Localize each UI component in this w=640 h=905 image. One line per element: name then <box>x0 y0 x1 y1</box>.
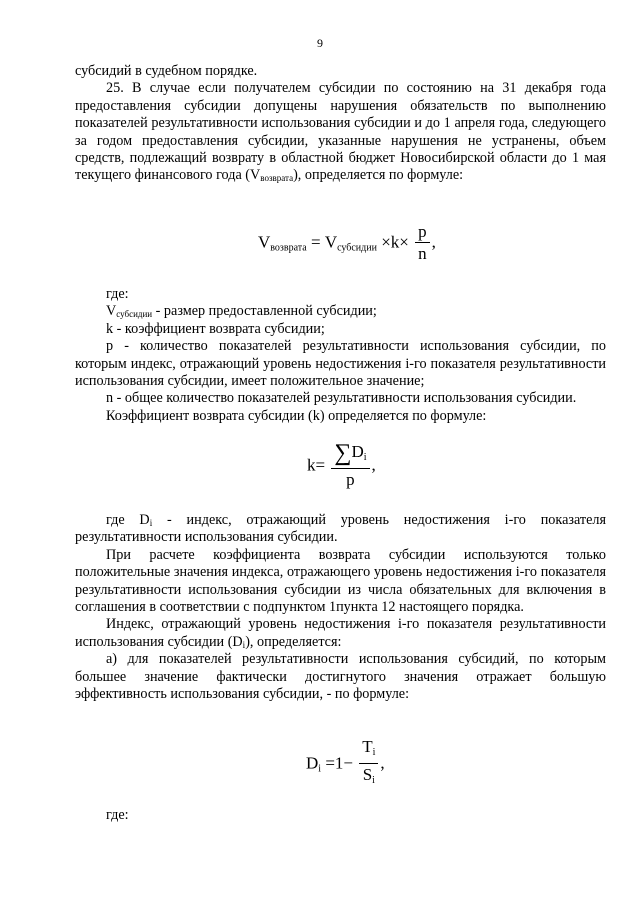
formula-d: Di =1− $\frac{Ti}{Si}$ , <box>306 737 385 792</box>
definition-v-subsidy: $V_{субсидии}$ - размер предоставленной субсидии; <box>106 303 377 320</box>
text-block-1 <box>75 63 606 185</box>
where-label-2: где: <box>106 807 129 823</box>
fraction-sum-d-p: $\frac{\sum Di}{p}$ <box>331 442 369 491</box>
paragraph-continuation: субсидий в судебном порядке. <box>75 63 258 79</box>
paragraph-index: Индекс, отражающий уровень недостижения i-го показателя результативности использования субсидии $(D_i)$, определяется: <box>75 616 606 650</box>
definition-k: k - коэффициент возврата субсидии; <box>106 320 325 337</box>
fraction-p-n: $\frac{p}{n}$ <box>415 222 430 265</box>
definition-p: p - количество показателей результативности использования субсидии, по которым индекс, отражающий уровень недостижения i-го показателя результативности использования субсидии, имеет положительное значение; <box>75 338 606 390</box>
definition-d: где $D_i$ - индекс, отражающий уровень недостижения i-го показателя результативности использования субсидии. <box>75 512 606 546</box>
where-label: где: <box>106 286 129 302</box>
fraction-t-s: $\frac{Ti}{Si}$ <box>359 737 378 792</box>
paragraph-a: а) для показателей результативности использования субсидий, по которым большее значение фактически достигнутого значения отражает большую эффективность использования субсидии, - по формуле: <box>75 651 606 703</box>
definition-n: n - общее количество показателей результативности использования субсидии. <box>106 390 577 407</box>
formula-k: k= $\frac{\sum Di}{p}$ , <box>307 440 376 489</box>
text-block-2 <box>75 286 606 425</box>
paragraph-positive-values: При расчете коэффициента возврата субсидии используются только положительные значения индекса, отражающего уровень недостижения i-го показателя результативности использования субсидии из числа обязательных для включения в соглашения в соответствии с подпунктом 1пункта 12 настоящего порядка. <box>75 546 606 616</box>
text-block-4 <box>75 807 606 824</box>
coefficient-intro: Коэффициент возврата субсидии (k) определяется по формуле: <box>106 407 487 424</box>
paragraph-25: 25. В случае если получателем субсидии по состоянию на 31 декабря года предоставления субсидии допущены нарушения обязательств по выполнению показателей результативности использования субсидии и до 1 апреля года, следующего за годом предоставления субсидии, указанные нарушения не устранены, объем средств, подлежащий возврату в областной бюджет Новосибирской области до 1 мая текущего финансового года $(V_{возврата})$, определяется по формуле: <box>75 80 606 184</box>
text-block-3 <box>75 512 606 703</box>
page-number: 9 <box>317 36 323 50</box>
formula-v-return: Vвозврата = Vсубсидии ×k× $\frac{p}{n}$ , <box>258 222 436 263</box>
